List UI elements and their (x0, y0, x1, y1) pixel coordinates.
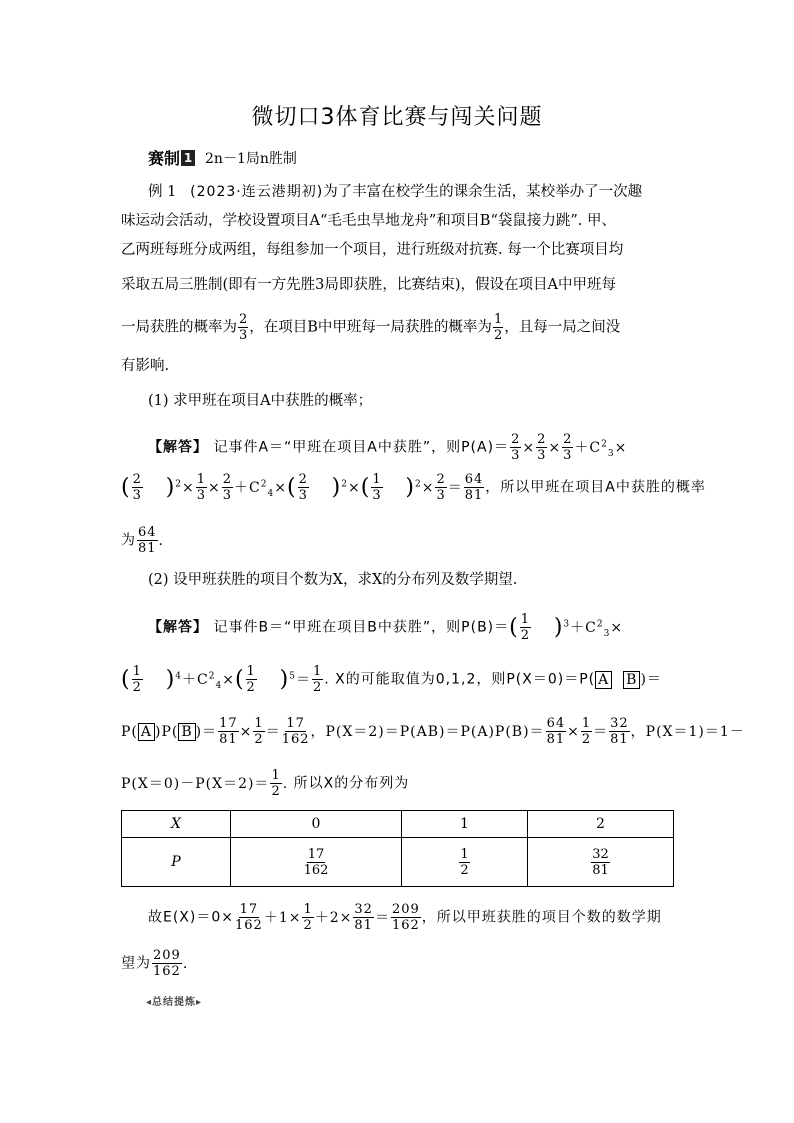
fraction: $\frac{1}{2}$ (493, 312, 503, 343)
distribution-table (121, 810, 674, 887)
fraction-denominator: 2 (460, 862, 469, 878)
solution-1-line-3: 为 $\frac{64}{81}$ . (121, 525, 164, 556)
solution-text: ，所以甲班在项目A中获胜的概率 (485, 479, 706, 496)
answer-label: 【解答】 (148, 439, 208, 456)
answer-label: 【解答】 (148, 619, 208, 636)
solution-2-line-2: ( $\frac{1}{2}$ )$^4+C^2_4\times$( $\frac{1}{2}$ )$^5$＝ $\frac{1}{2}$ . X的可能取值为0,1,2，则P(X＝0)＝P( A B )＝ (121, 664, 662, 695)
solution-2-line-3: P( A )P( B )＝ $\frac{17}{81}$ × $\frac{1}{2}$ ＝ $\frac{17}{162}$ ，P(X＝2)＝P(AB)＝P(A)P(B)＝ $\frac{64}{81}$ × $\frac{1}{2}$ ＝ $\frac{32}{81}$ ，P(X＝1)＝1－ (121, 716, 745, 747)
example-text: ，且每一局之间没 (504, 319, 621, 336)
example-line-5 (121, 312, 620, 343)
solution-1-line-1: 【解答】 记事件A＝“甲班在项目A中获胜”，则P(A)＝ $\frac{2}{3}$ × $\frac{2}{3}$ × $\frac{2}{3}$ $+C^2_3\times$ (148, 432, 628, 463)
expectation-text: 故E(X)＝0× (148, 909, 234, 926)
solution-2-line-1: 【解答】 记事件B＝“甲班在项目B中获胜”，则P(B)＝( $\frac{1}{2}$ )$^3+C^2_3\times$ (148, 612, 624, 643)
fraction-numerator: 1 (460, 846, 469, 862)
fraction-numerator: 32 (592, 846, 609, 862)
fraction-denominator: 162 (303, 862, 329, 878)
section-tag-text: 赛制 (148, 149, 181, 168)
solution-text: 所以X的分布列为 (293, 775, 410, 792)
question-2: (2) 设甲班获胜的项目个数为X，求X的分布列及数学期望. (148, 572, 518, 588)
table-row (122, 838, 674, 887)
example-text: 为了丰富在校学生的课余生活，某校举办了一次趣 (323, 184, 643, 200)
solution-text: 为 (121, 532, 136, 549)
section-heading (148, 146, 297, 169)
table-cell: 1 (402, 811, 528, 838)
solution-text: 记事件A＝“甲班在项目A中获胜”，则P(A)＝ (213, 439, 510, 456)
solution-1-line-2: ( $\frac{2}{3}$ )$^2$× $\frac{1}{3}$ × $\frac{2}{3}$ $+C^2_4\times$( $\frac{2}{3}$ )$^2$×( $\frac{1}{3}$ )$^2$× $\frac{2}{3}$ ＝ $\frac{64}{81}$ ，所以甲班在项目A中获胜的概率 (121, 472, 706, 503)
expectation-text: ，所以甲班获胜的项目个数的数学期 (421, 909, 662, 926)
summary-label: ◂总结提炼▸ (146, 997, 203, 1008)
table-row (122, 811, 674, 838)
table-cell (528, 838, 674, 887)
fraction-numerator: 17 (307, 846, 325, 862)
table-cell: 2 (528, 811, 674, 838)
solution-text: . X的可能取值为0,1,2，则P(X＝0)＝P( (324, 671, 596, 688)
example-text: 一局获胜的概率为 (121, 319, 237, 336)
example-source: (2023·连云港期初) (190, 184, 324, 200)
table-cell (231, 838, 402, 887)
example-line-2: 味运动会活动，学校设置项目A“毛毛虫旱地龙舟”和项目B“袋鼠接力跳”. 甲、 (121, 213, 616, 229)
example-line-6: 有影响. (121, 358, 170, 374)
section-label: 2n－1局n胜制 (205, 150, 297, 167)
solution-text: 记事件B＝“甲班在项目B中获胜”，则P(B)＝ (213, 619, 510, 636)
example-line-1 (148, 182, 642, 202)
solution-2-line-4: P(X＝0)－P(X＝2)＝ $\frac{1}{2}$ . 所以X的分布列为 (121, 768, 410, 799)
page-title: 微切口3体育比赛与闯关问题 (251, 105, 543, 130)
table-cell (402, 838, 528, 887)
example-line-4: 采取五局三胜制(即有一方先胜3局即获胜，比赛结束)，假设在项目A中甲班每 (121, 277, 617, 293)
fraction-denominator: 81 (592, 862, 609, 878)
section-tag (148, 146, 195, 169)
example-line-3: 乙两班每班分成两组，每组参加一个项目，进行班级对抗赛. 每一个比赛项目均 (121, 242, 624, 258)
expectation-text: 望为 (121, 955, 151, 972)
table-cell: 0 (231, 811, 402, 838)
table-cell: P (122, 838, 231, 887)
example-label: 例 1 (148, 184, 177, 200)
example-text: ，在项目B中甲班每一局获胜的概率为 (249, 319, 492, 336)
expectation-line-1: 故E(X)＝0× $\frac{17}{162}$ ＋1× $\frac{1}{2}$ ＋2× $\frac{32}{81}$ ＝ $\frac{209}{162}$ ，所以甲班获胜的项目个数的数学期 (148, 902, 662, 933)
expectation-line-2: 望为 $\frac{209}{162}$ . (121, 948, 189, 979)
table-cell: X (122, 811, 231, 838)
question-1: (1) 求甲班在项目A中获胜的概率； (148, 393, 373, 409)
fraction: $\frac{2}{3}$ (239, 312, 248, 343)
section-number: 1 (181, 150, 195, 166)
